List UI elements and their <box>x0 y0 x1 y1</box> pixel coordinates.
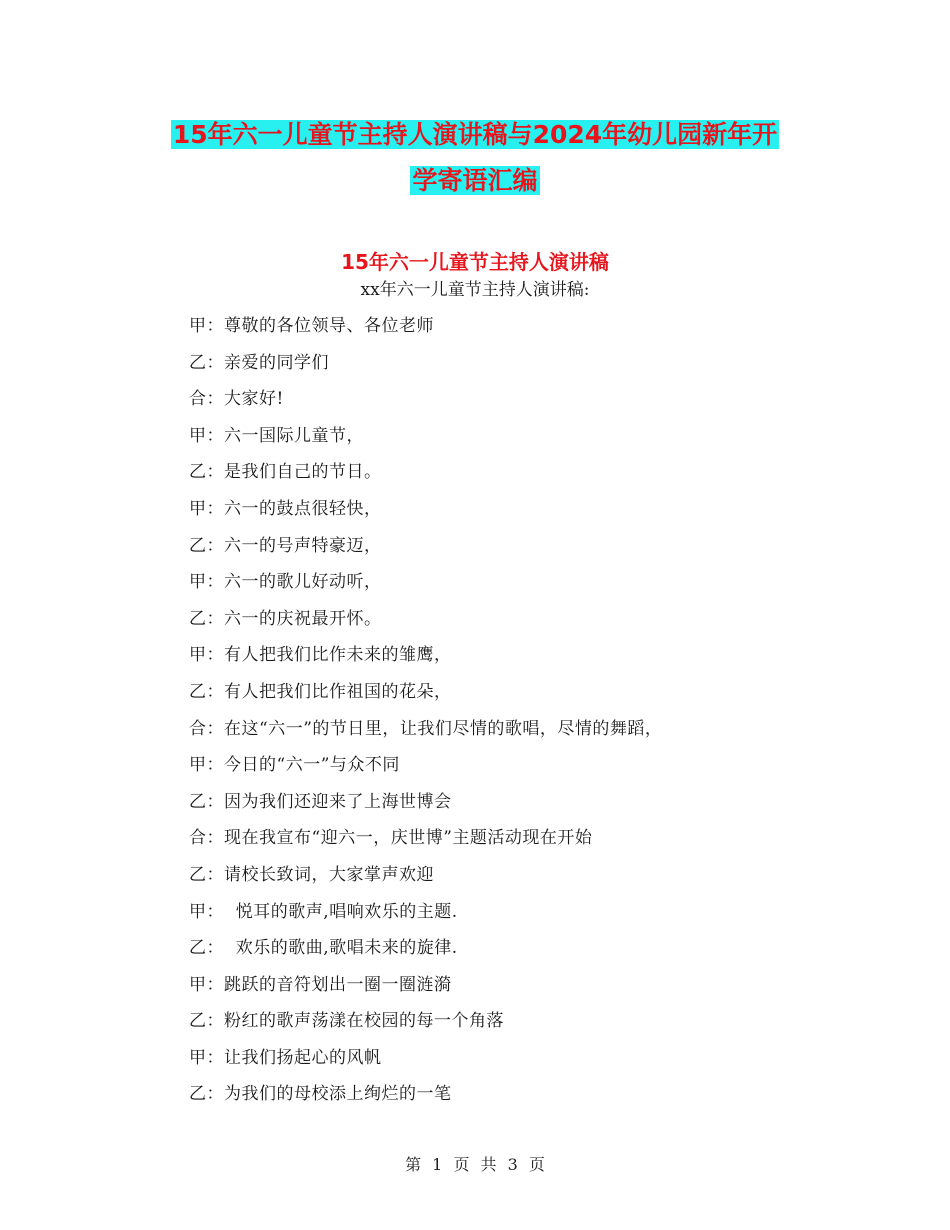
dialogue-line: 甲：六一的鼓点很轻快， <box>189 498 382 519</box>
dialogue-line: 乙：是我们自己的节日。 <box>189 462 382 483</box>
document-title-line-1: 15年六一儿童节主持人演讲稿与2024年幼儿园新年开 <box>172 120 778 149</box>
section-heading: 15年六一儿童节主持人演讲稿 <box>341 250 609 274</box>
dialogue-line: 甲：六一的歌儿好动听， <box>189 572 382 593</box>
section-intro: xx年六一儿童节主持人演讲稿: <box>360 280 590 300</box>
dialogue-line: 甲： 悦耳的歌声,唱响欢乐的主题. <box>189 901 458 922</box>
dialogue-line: 合：大家好! <box>189 389 284 410</box>
dialogue-lines <box>189 311 889 1116</box>
page-number-footer: 第 1 页 共 3 页 <box>405 1155 545 1174</box>
dialogue-line: 乙：有人把我们比作祖国的花朵， <box>189 681 452 702</box>
dialogue-line: 甲：尊敬的各位领导、各位老师 <box>189 316 434 336</box>
dialogue-line: 乙：请校长致词，大家掌声欢迎 <box>189 864 434 885</box>
dialogue-line: 乙：粉红的歌声荡漾在校园的每一个角落 <box>189 1011 504 1032</box>
dialogue-line: 甲：六一国际儿童节， <box>189 425 364 446</box>
dialogue-line: 甲：跳跃的音符划出一圈一圈涟漪 <box>189 974 452 995</box>
dialogue-line: 合：在这“六一”的节日里，让我们尽情的歌唱，尽情的舞蹈， <box>189 718 663 739</box>
dialogue-line: 乙： 欢乐的歌曲,歌唱未来的旋律. <box>189 938 458 959</box>
dialogue-line: 乙：因为我们还迎来了上海世博会 <box>189 791 452 812</box>
document-title-line-2: 学寄语汇编 <box>412 166 538 195</box>
dialogue-line: 合：现在我宣布“迎六一，庆世博”主题活动现在开始 <box>189 828 593 849</box>
dialogue-line: 甲：让我们扬起心的风帆 <box>189 1047 382 1068</box>
dialogue-line: 甲：今日的“六一”与众不同 <box>189 755 400 776</box>
dialogue-line: 乙：六一的号声特豪迈， <box>189 535 382 556</box>
dialogue-line: 乙：亲爱的同学们 <box>189 352 329 373</box>
dialogue-line: 乙：六一的庆祝最开怀。 <box>189 608 382 629</box>
dialogue-line: 甲：有人把我们比作未来的雏鹰， <box>189 645 452 666</box>
document-title <box>0 112 950 204</box>
dialogue-line: 乙：为我们的母校添上绚烂的一笔 <box>189 1084 452 1105</box>
